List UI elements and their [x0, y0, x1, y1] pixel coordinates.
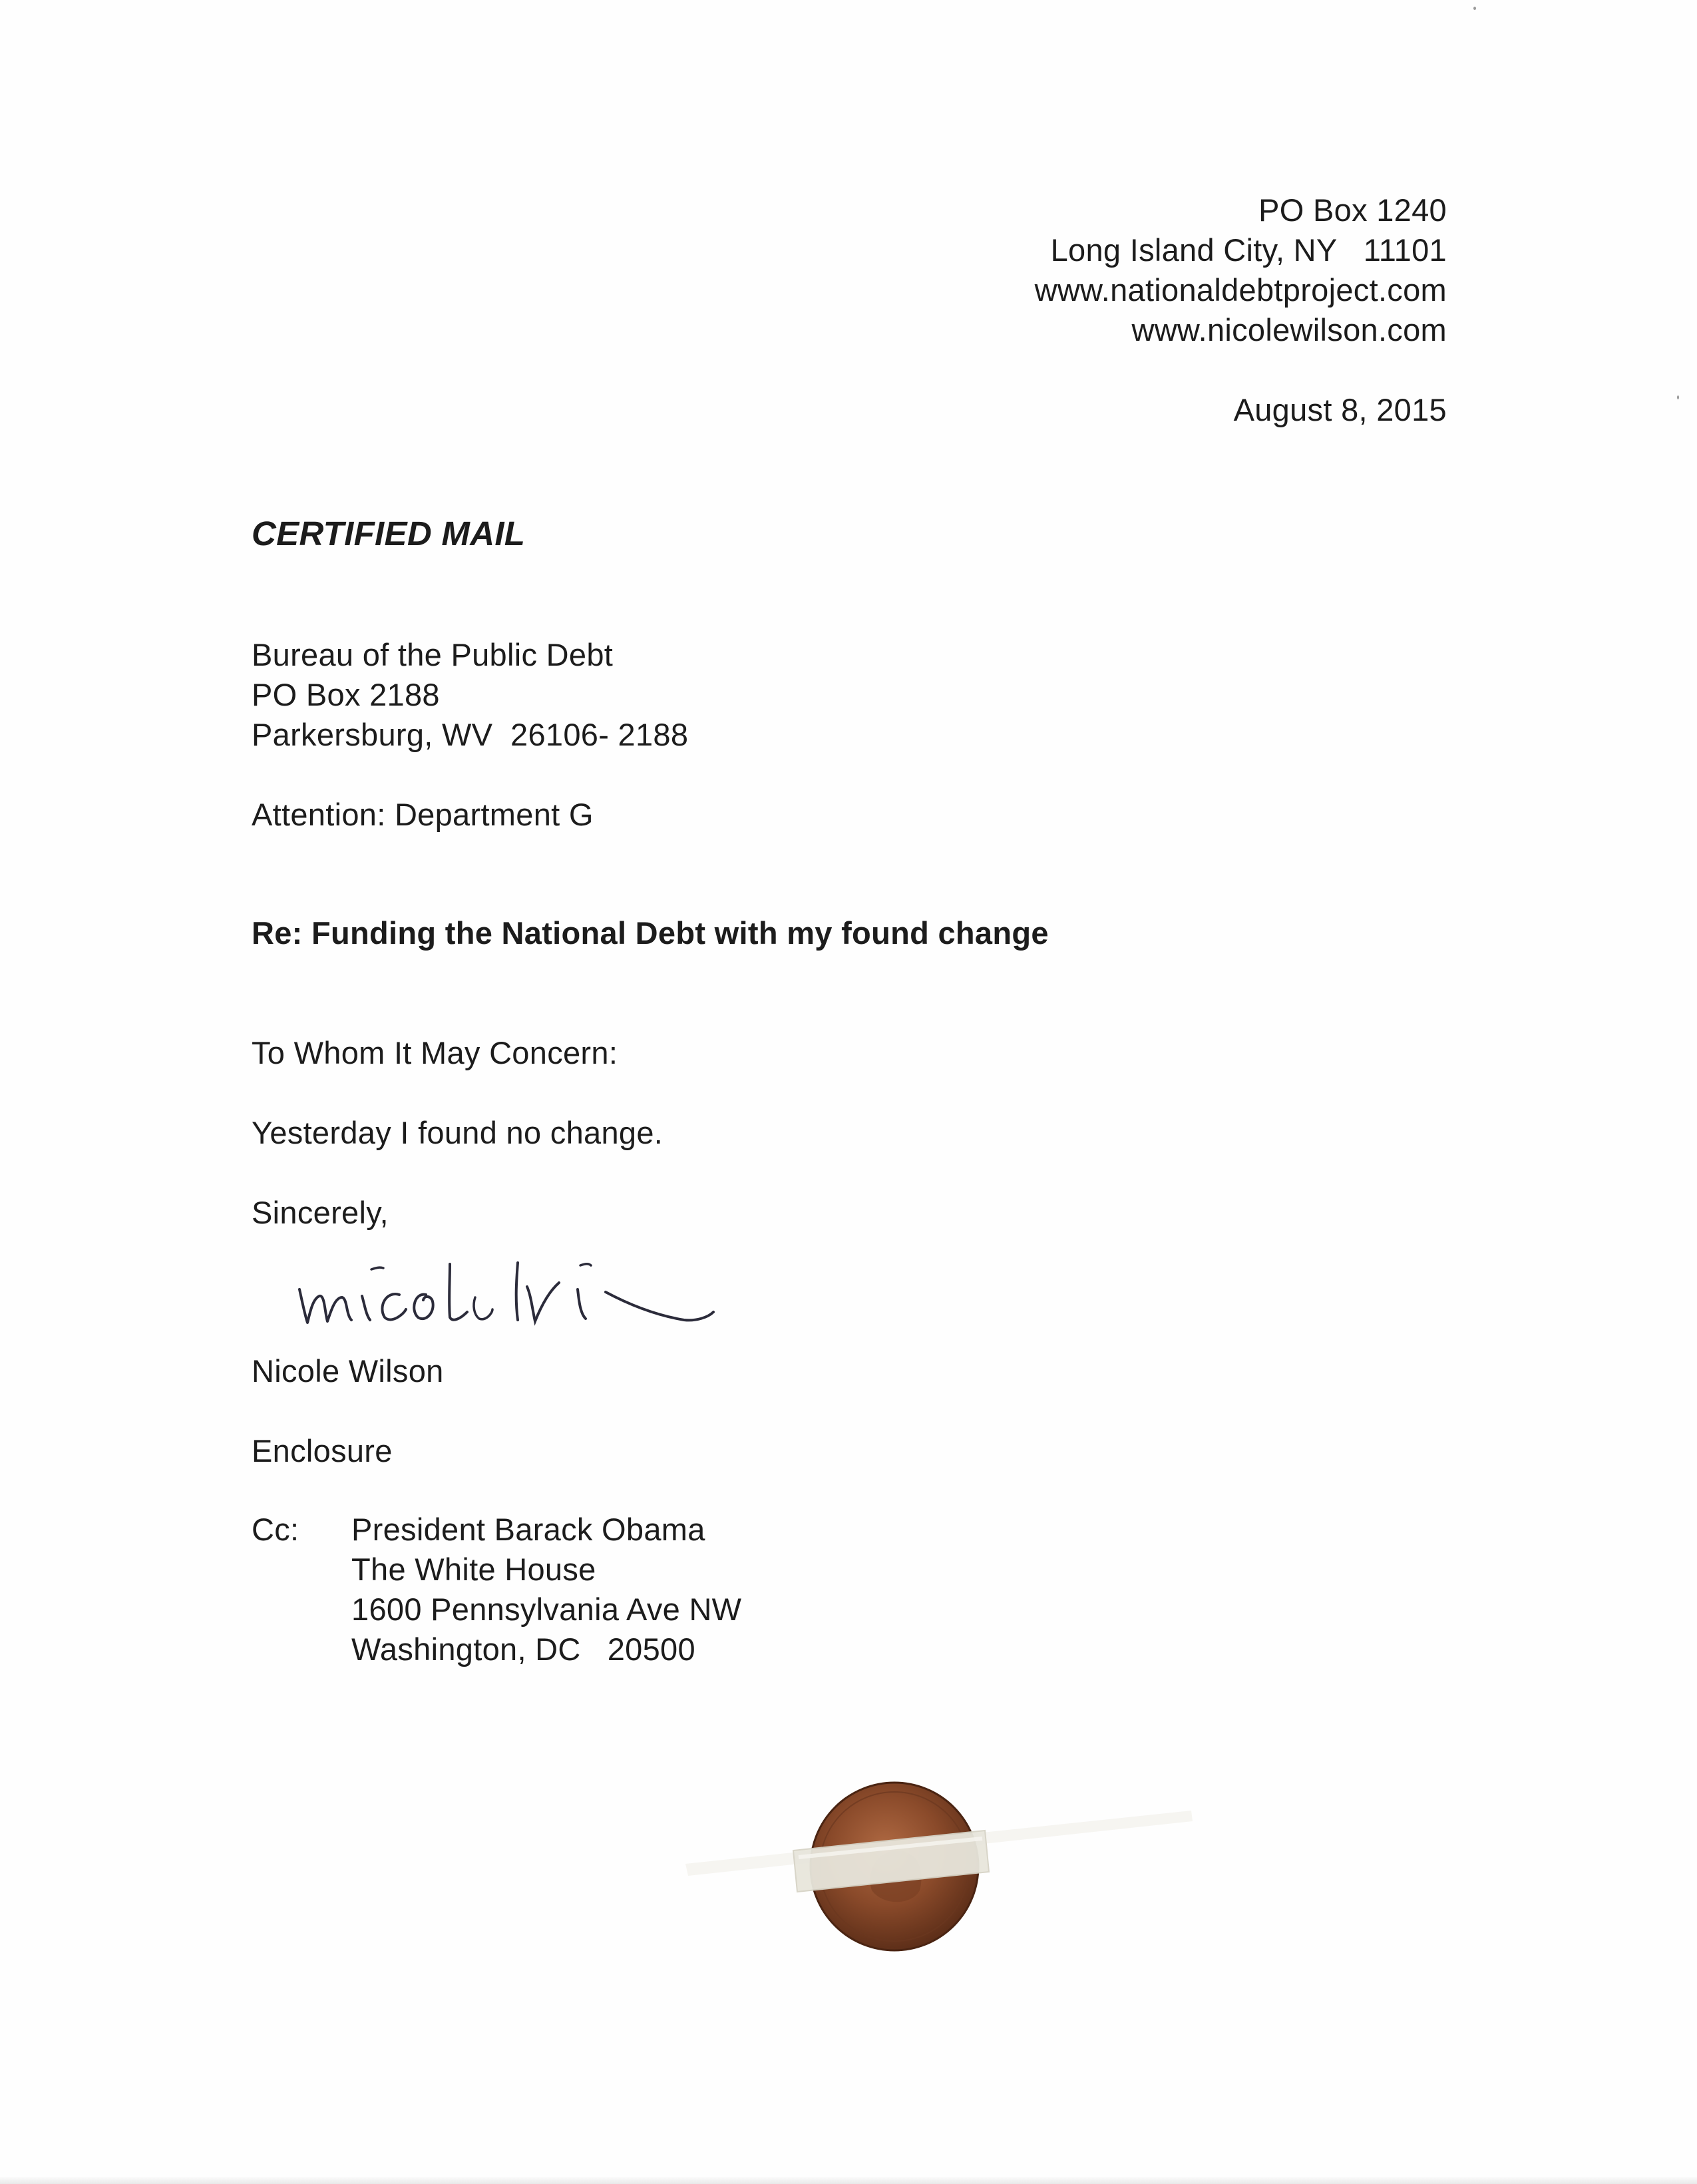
cc-name: President Barack Obama: [351, 1512, 705, 1547]
cc-street: 1600 Pennsylvania Ave NW: [351, 1592, 742, 1627]
enclosure-label: Enclosure: [252, 1433, 393, 1468]
scan-bottom-edge: [0, 2177, 1697, 2184]
scan-speck: [1677, 395, 1679, 399]
cc-city: Washington, DC 20500: [351, 1632, 695, 1667]
recipient-name: Bureau of the Public Debt: [252, 637, 614, 672]
letter-date: August 8, 2015: [1233, 392, 1447, 427]
return-address-line2: Long Island City, NY 11101: [1050, 232, 1447, 268]
closing: Sincerely,: [252, 1195, 389, 1230]
recipient-city: Parkersburg, WV 26106- 2188: [252, 717, 689, 752]
return-address-website2: www.nicolewilson.com: [1131, 312, 1447, 347]
subject-line: Re: Funding the National Debt with my found change: [252, 915, 1049, 951]
attention-line: Attention: Department G: [252, 797, 594, 832]
scan-speck: [1473, 7, 1476, 10]
salutation: To Whom It May Concern:: [252, 1035, 618, 1070]
return-address-website1: www.nationaldebtproject.com: [1034, 272, 1447, 308]
signer-name: Nicole Wilson: [252, 1353, 444, 1389]
certified-mail-heading: CERTIFIED MAIL: [252, 515, 526, 552]
body-text: Yesterday I found no change.: [252, 1115, 663, 1150]
cc-label: Cc:: [252, 1512, 299, 1547]
recipient-po-box: PO Box 2188: [252, 677, 440, 712]
signature: [293, 1248, 719, 1348]
penny-coin-icon: [672, 1757, 1231, 1984]
return-address-line1: PO Box 1240: [1258, 192, 1447, 228]
cc-org: The White House: [351, 1552, 596, 1587]
